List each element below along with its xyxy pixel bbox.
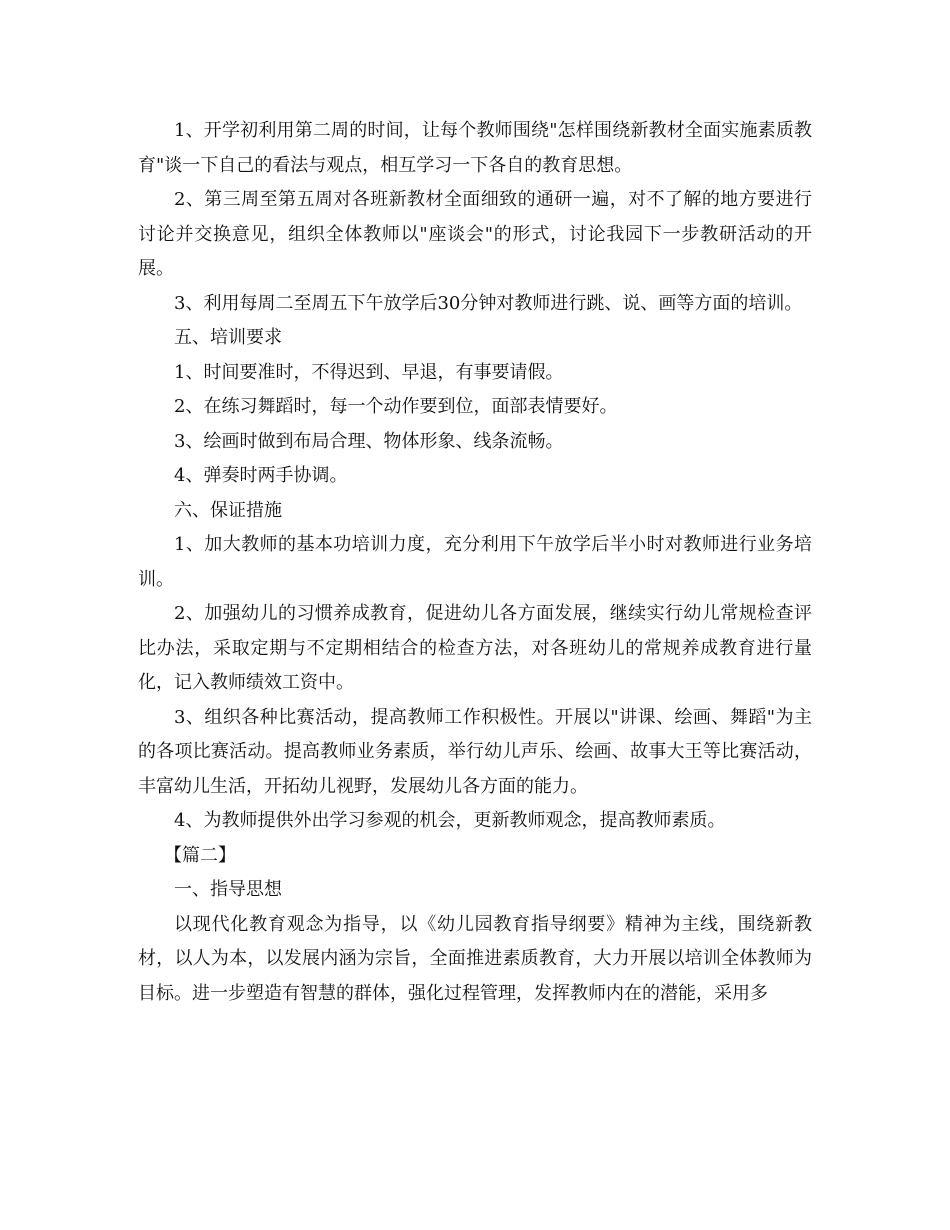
part-two-heading: 【篇二】 [164,844,236,866]
paragraph-item-1: 1、开学初利用第二周的时间，让每个教师围绕"怎样围绕新教材全面实施素质教育"谈一下自己的看法与观点，相互学习一下各自的教育思想。 [138,120,812,176]
requirement-item-3: 3、绘画时做到布局合理、物体形象、线条流畅。 [174,430,564,452]
measure-item-2: 2、加强幼儿的习惯养成教育，促进幼儿各方面发展，继续实行幼儿常规检查评比办法，采取定期与不定期相结合的检查方法，对各班幼儿的常规养成教育进行量化，记入教师绩效工资中。 [138,603,812,693]
measure-item-3: 3、组织各种比赛活动，提高教师工作积极性。开展以"讲课、绘画、舞蹈"为主的各项比赛活动。提高教师业务素质，举行幼儿声乐、绘画、故事大王等比赛活动，丰富幼儿生活，开拓幼儿视野，发展幼儿各方面的能力。 [138,706,812,797]
measure-item-1: 1、加大教师的基本功培训力度，充分利用下午放学后半小时对教师进行业务培训。 [138,534,812,590]
measure-item-4: 4、为教师提供外出学习参观的机会，更新教师观念，提高教师素质。 [174,810,726,831]
document-body [138,114,812,1011]
paragraph-item-3: 3、利用每周二至周五下午放学后30分钟对教师进行跳、说、画等方面的培训。 [174,292,803,314]
requirement-item-4: 4、弹奏时两手协调。 [174,465,348,486]
paragraph-item-2: 2、第三周至第五周对各班新教材全面细致的通研一遍，对不了解的地方要进行讨论并交换意见，组织全体教师以"座谈会"的形式，讨论我园下一步教研活动的开展。 [138,189,812,279]
section-heading-guiding-ideology: 一、指导思想 [174,879,282,900]
section-heading-training-requirements: 五、培训要求 [174,327,282,348]
section-heading-guarantee-measures: 六、保证措施 [174,499,282,521]
guiding-ideology-paragraph: 以现代化教育观念为指导，以《幼儿园教育指导纲要》精神为主线，围绕新教材，以人为本，以发展内涵为宗旨，全面推进素质教育，大力开展以培训全体教师为目标。进一步塑造有智慧的群体，强化过程管理，发挥教师内在的潜能，采用多 [138,913,812,1004]
requirement-item-1: 1、时间要准时，不得迟到、早退，有事要请假。 [174,361,564,383]
requirement-item-2: 2、在练习舞蹈时，每一个动作要到位，面部表情要好。 [174,396,618,417]
